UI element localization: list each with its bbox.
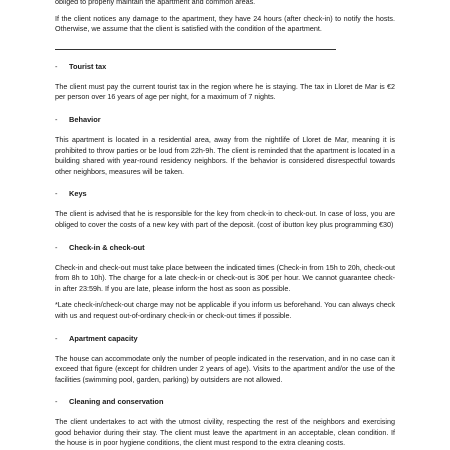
section-check-in-check-out [55,243,395,322]
bullet-dash: - [55,61,58,71]
section-heading [55,189,395,199]
damage-notice-paragraph: If the client notices any damage to the apartment, they have 24 hours (after check-in) to notify the hosts. Otherwise, we assume that the client is satisfied with the condition of the apartment. [55,13,395,34]
intro-line: obliged to properly maintain the apartment and common areas. [55,0,256,6]
section-apartment-capacity [55,334,395,386]
bullet-dash: - [55,114,58,124]
bullet-dash: - [55,189,58,199]
section-paragraph: The client is advised that he is responsible for the key from check-in to check-out. In case of loss, you are obliged to cover the costs of a new key with part of the deposit. (cost of ibutton key plus programming €30) [55,209,395,229]
bullet-dash: - [55,397,58,407]
section-paragraph: Check-in and check-out must take place between the indicated times (Check-in from 15h to 20h, check-out from 8h to 10h). The charge for a late check-in or check-out is 30€ per hour. We cannot guarantee check-in after 23:59h. If you are late, please inform the host as soon as possible. [55,262,395,293]
section-paragraph: *Late check-in/check-out charge may not be applicable if you inform us beforehand. You can always check with us and request out-of-ordinary check-in or check-out times if possible. [55,300,395,320]
section-paragraph: The client undertakes to act with the utmost civility, respecting the rest of the neighbors and exercising good behavior during their stay. The client must leave the apartment in an acceptable, clean condition. If the house is in poor hygiene conditions, the client must respond to the extra cleaning costs. [55,417,395,448]
section-paragraph: This apartment is located in a residential area, away from the nightlife of Lloret de Mar, meaning it is prohibited to throw parties or be loud from 22h-9h. The client is reminded that the apartment is located in a building shared with year-round residency neighbors. If the behavior is considered disrespectful towards other neighbors, measures will be taken. [55,134,395,176]
bullet-dash: - [55,242,58,252]
section-heading [55,243,395,253]
section-cleaning-and-conservation [55,397,395,449]
section-heading [55,334,395,344]
section-tourist-tax [55,62,395,103]
section-heading [55,62,395,72]
section-title: Apartment capacity [69,333,138,343]
section-title: Behavior [69,114,101,124]
section-title: Check-in & check-out [69,242,145,252]
section-paragraph: The client must pay the current tourist tax in the region where he is staying. The tax in Lloret de Mar is €2 per person over 16 years of age per night, for a maximum of 7 nights. [55,81,395,102]
section-paragraph: The house can accommodate only the number of people indicated in the reservation, and in no case can it exceed that figure (except for children under 2 years of age). Visits to the apartment and/or the use of the facilities (swimming pool, garden, parking) by outsiders are not allowed. [55,353,395,384]
section-behavior [55,115,395,177]
section-heading [55,397,395,407]
section-heading [55,115,395,125]
section-title: Keys [69,189,87,199]
bullet-dash: - [55,333,58,343]
section-keys [55,189,395,230]
divider-line [55,49,336,50]
section-title: Tourist tax [69,61,107,71]
section-title: Cleaning and conservation [69,397,164,407]
